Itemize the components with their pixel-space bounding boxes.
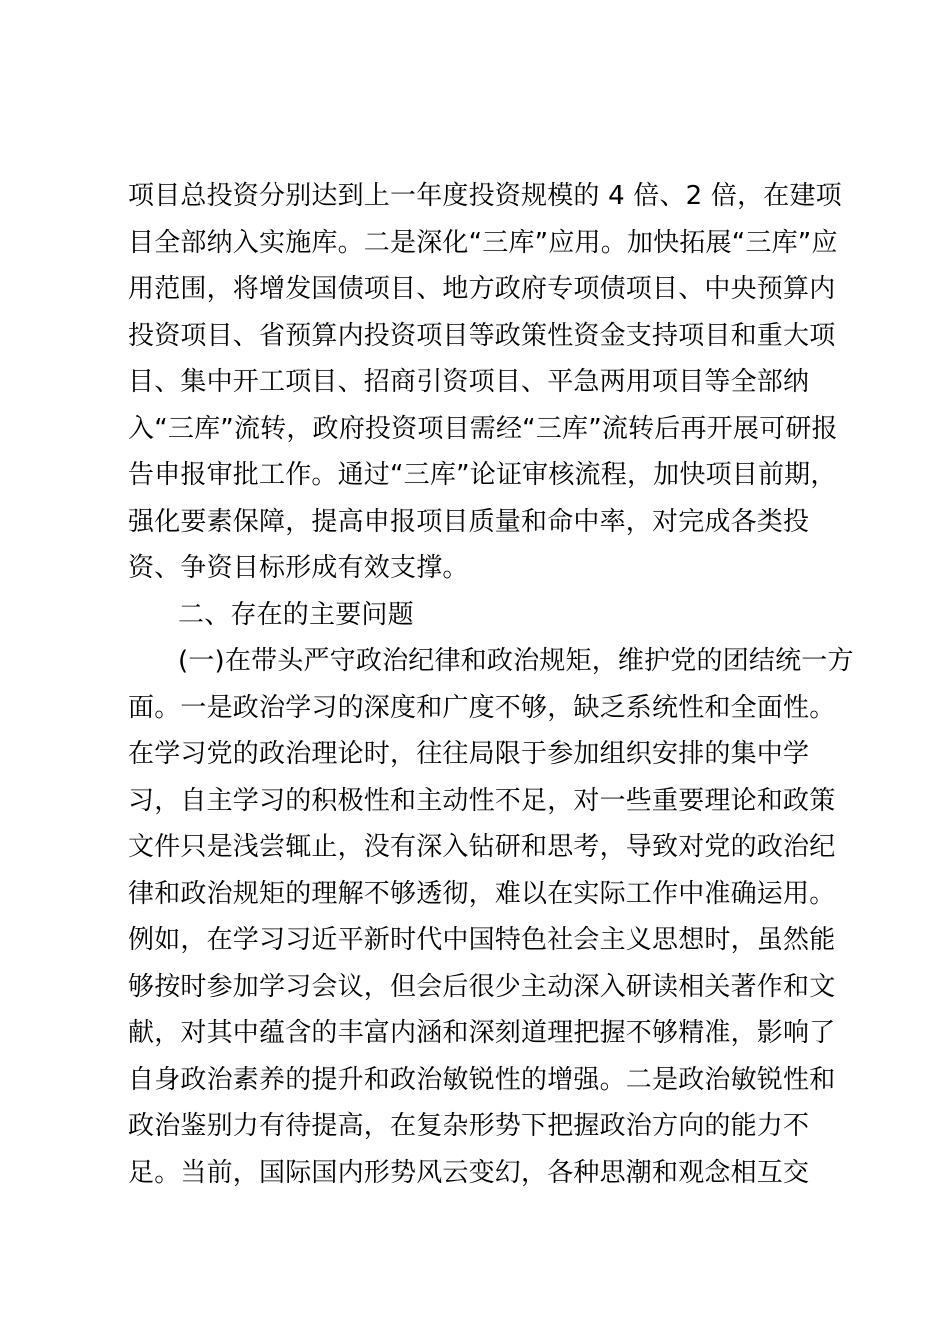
body-text-line: 资、争资目标形成有效支撑。 <box>128 553 469 583</box>
body-text-line: 自身政治素养的提升和政治敏锐性的增强。二是政治敏锐性和 <box>128 1064 836 1095</box>
body-text-line: 文件只是浅尝辄止，没有深入钻研和思考，导致对党的政治纪 <box>128 832 836 862</box>
body-text-line: 投资项目、省预算内投资项目等政策性资金支持项目和重大项 <box>128 320 836 351</box>
body-text-line: 政治鉴别力有待提高，在复杂形势下把握政治方向的能力不 <box>128 1111 810 1141</box>
subsection-heading-line: (一)在带头严守政治纪律和政治规矩，维护党的团结统一方 <box>178 646 854 676</box>
body-text-line: 例如，在学习习近平新时代中国特色社会主义思想时，虽然能 <box>128 925 836 955</box>
body-text-line: 习，自主学习的积极性和主动性不足，对一些重要理论和政策 <box>128 785 836 816</box>
body-text-line: 入“三库”流转，政府投资项目需经“三库”流转后再开展可研报 <box>128 413 838 444</box>
body-text-line: 在学习党的政治理论时，往往局限于参加组织安排的集中学 <box>128 739 810 769</box>
body-text-line: 强化要素保障，提高申报项目质量和命中率，对完成各类投 <box>128 506 810 537</box>
body-text-line: 面。一是政治学习的深度和广度不够，缺乏系统性和全面性。 <box>128 692 836 723</box>
section-heading: 二、存在的主要问题 <box>178 599 414 630</box>
body-text-line: 足。当前，国际国内形势风云变幻，各种思潮和观念相互交 <box>128 1157 810 1188</box>
body-text-line: 目全部纳入实施库。二是深化“三库”应用。加快拓展“三库”应 <box>128 227 838 258</box>
body-text-line: 献，对其中蕴含的丰富内涵和深刻道理把握不够精准，影响了 <box>128 1018 836 1048</box>
document-body <box>128 173 854 1196</box>
body-text-line: 够按时参加学习会议，但会后很少主动深入研读相关著作和文 <box>128 971 836 1002</box>
body-text-line: 用范围，将增发国债项目、地方政府专项债项目、中央预算内 <box>128 274 836 304</box>
body-text-line: 告申报审批工作。通过“三库”论证审核流程，加快项目前期， <box>128 460 837 490</box>
body-text-line: 项目总投资分别达到上一年度投资规模的 4 倍、2 倍，在建项 <box>128 181 842 211</box>
body-text-line: 律和政治规矩的理解不够透彻，难以在实际工作中准确运用。 <box>128 878 836 909</box>
body-text-line: 目、集中开工项目、招商引资项目、平急两用项目等全部纳 <box>128 367 810 397</box>
